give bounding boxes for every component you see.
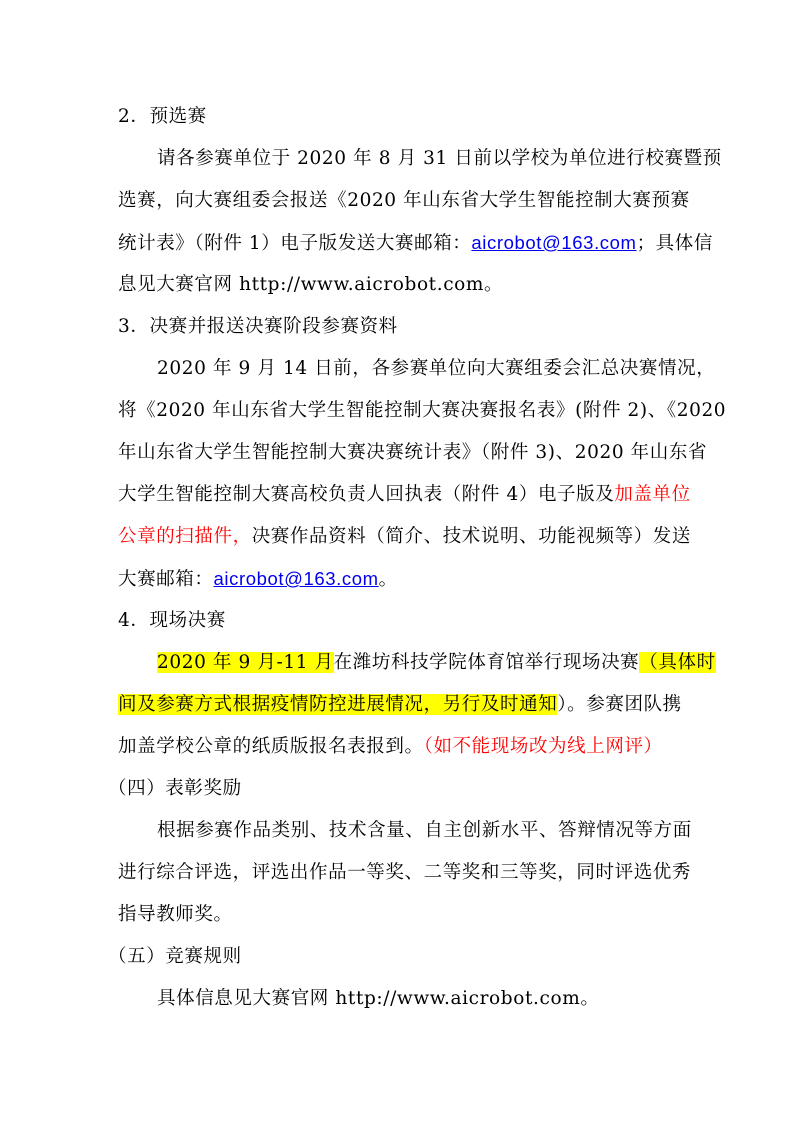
section-3-text: 年山东省大学生智能控制大赛决赛统计表》（附件 3)、2020 年山东省 — [118, 442, 708, 463]
section-2-text: ；具体信 — [636, 233, 713, 254]
section-2-paragraph-line-2 — [118, 187, 690, 215]
section-4-text: 加盖学校公章的纸质版报名表报到。 — [118, 736, 424, 757]
section-4-line-2 — [118, 691, 682, 719]
section-3-text: 大学生智能控制大赛高校负责人回执表（附件 4）电子版及 — [118, 484, 615, 505]
email-link[interactable]: aicrobot@163.com — [213, 568, 379, 589]
section-3-text: 。 — [378, 569, 398, 590]
section-2-heading-text: 2．预选赛 — [118, 106, 207, 127]
highlighted-date: 2020 年 9 月-11 月 — [157, 652, 334, 673]
awards-heading-text: （四）表彰奖励 — [108, 778, 242, 799]
section-2-heading — [118, 103, 207, 131]
section-3-heading — [118, 313, 398, 341]
rules-text: 。 — [580, 988, 600, 1009]
red-emphasis-text: （如不能现场改为线上网评） — [423, 736, 663, 757]
section-2-paragraph-line-4 — [118, 271, 503, 299]
section-3-line-1 — [157, 355, 715, 383]
section-4-text: ）。参赛团队携 — [557, 694, 682, 715]
awards-line-2 — [118, 859, 691, 887]
section-4-heading — [118, 607, 226, 635]
red-emphasis-text: 加盖单位 — [614, 484, 691, 505]
website-url: http://www.aicrobot.com — [335, 988, 581, 1009]
section-4-line-1 — [157, 649, 716, 677]
section-3-text: 2020 年 9 月 14 日前，各参赛单位向大赛组委会汇总决赛情况， — [157, 358, 716, 379]
section-3-line-2 — [118, 397, 726, 425]
section-3-text: 大赛邮箱： — [118, 569, 214, 590]
section-2-text: 息见大赛官网 — [118, 274, 240, 295]
section-3-line-6 — [118, 565, 398, 594]
highlighted-note: （具体时 — [639, 652, 716, 673]
awards-line-1 — [157, 817, 692, 845]
section-3-text: 将《2020 年山东省大学生智能控制大赛决赛报名表》(附件 2)、《2020 — [118, 400, 727, 421]
section-2-text: 请各参赛单位于 2020 年 8 月 31 日前以学校为单位进行校赛暨预 — [157, 148, 722, 169]
section-4-text: 在潍坊科技学院体育馆举行现场决赛 — [333, 652, 640, 673]
highlighted-note: 间及参赛方式根据疫情防控进展情况，另行及时通知 — [118, 694, 558, 715]
section-2-text: 选赛，向大赛组委会报送《2020 年山东省大学生智能控制大赛预赛 — [118, 190, 690, 211]
website-url: http://www.aicrobot.com — [239, 274, 485, 295]
rules-heading-text: （五）竞赛规则 — [108, 946, 242, 967]
awards-line-3 — [118, 901, 233, 929]
section-3-line-3 — [118, 439, 707, 467]
section-4-heading-text: 4．现场决赛 — [118, 610, 226, 631]
email-link[interactable]: aicrobot@163.com — [471, 232, 637, 253]
awards-text: 指导教师奖。 — [118, 904, 233, 925]
awards-text: 进行综合评选，评选出作品一等奖、二等奖和三等奖，同时评选优秀 — [118, 862, 692, 883]
section-2-paragraph-line-1 — [157, 145, 722, 173]
awards-heading — [108, 775, 242, 803]
section-2-text: 。 — [484, 274, 504, 295]
red-emphasis-text: 公章的扫描件， — [118, 526, 252, 547]
section-4-line-3 — [118, 733, 663, 761]
section-3-line-5 — [118, 523, 691, 551]
rules-line-1 — [157, 985, 599, 1013]
section-3-text: 决赛作品资料（简介、技术说明、功能视频等）发送 — [251, 526, 692, 547]
awards-text: 根据参赛作品类别、技术含量、自主创新水平、答辩情况等方面 — [157, 820, 692, 841]
section-3-heading-text: 3．决赛并报送决赛阶段参赛资料 — [118, 316, 398, 337]
section-2-text: 统计表》（附件 1）电子版发送大赛邮箱： — [118, 233, 472, 254]
rules-text: 具体信息见大赛官网 — [157, 988, 336, 1009]
rules-heading — [108, 943, 242, 971]
section-2-paragraph-line-3 — [118, 229, 713, 258]
section-3-line-4 — [118, 481, 691, 509]
